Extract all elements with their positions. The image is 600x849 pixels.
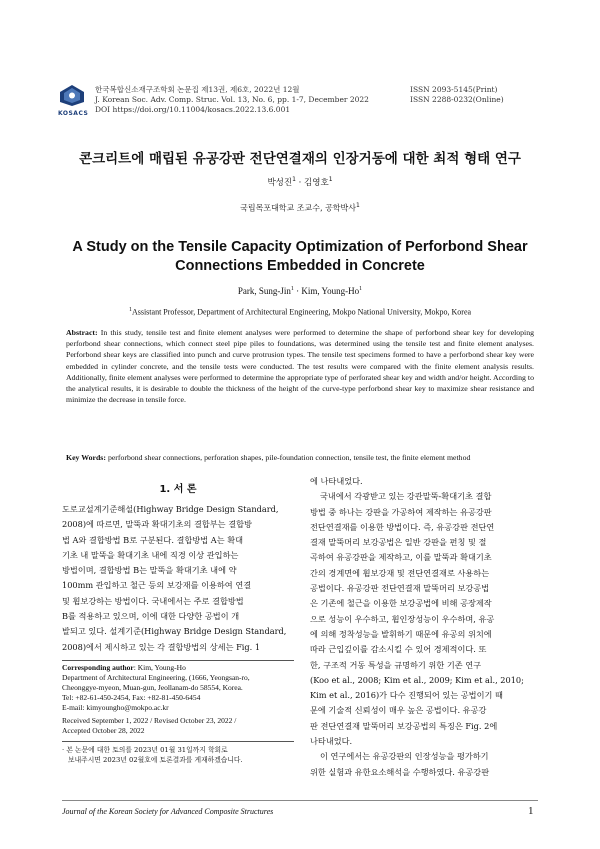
authors-en: Park, Sung-Jin$^1$ · Kim, Young-Ho$^1$	[237, 286, 363, 296]
body-line: (Koo et al., 2008; Kim et al., 2009; Kim et al., 2010;	[310, 674, 524, 685]
abstract-label: Abstract:	[66, 328, 98, 337]
discussion-note	[62, 745, 294, 765]
body-line: 곡하여 유공강판을 제작하고, 이를 말뚝과 확대기초	[310, 552, 492, 563]
issn-online: ISSN 2288-0232(Online)	[410, 95, 504, 104]
body-line: 간의 경계면에 휨보강재 및 전단연결재로 사용하는	[310, 567, 490, 578]
right-column-text	[310, 474, 538, 780]
corresponding-author	[62, 663, 294, 713]
body-line: 결재 말뚝머리 보강공법은 일반 강판을 펀칭 및 절	[310, 537, 487, 548]
body-line: 판 전단연결재 말뚝머리 보강공법의 특징은 Fig. 2에	[310, 720, 498, 731]
paper-title-en	[0, 238, 600, 276]
body-line: 은 기존에 철근을 이용한 보강공법에 비해 공장제작	[310, 598, 492, 609]
corr-phone: Tel: +82-61-450-2454, Fax: +82-81-450-6454	[62, 693, 201, 702]
logo-label: KOSACS	[58, 110, 89, 117]
corr-address-1: Department of Architectural Engineering, (1666, Yeongsan-ro,	[62, 673, 250, 682]
body-line: 100mm 관입하고 철근 등의 보강재를 이용하여 연결	[62, 580, 252, 591]
body-line: 따라 근입깊이를 감소시킬 수 있어 경제적이다. 또	[310, 644, 487, 655]
body-line: 으로 성능이 우수하고, 휨인장성능이 우수하며, 유공	[310, 613, 495, 624]
body-line: B를 적용하고 있으며, 이에 대한 다양한 공법이 개	[62, 611, 240, 622]
received-line1: Received September 1, 2022 / Revised October 23, 2022 /	[62, 716, 237, 725]
body-line: 한, 구조적 거동 특성을 규명하기 위한 기존 연구	[310, 659, 482, 670]
keywords-label: Key Words:	[66, 453, 106, 462]
body-line: 문에 기술적 신뢰성이 매우 높은 공법이다. 유공강	[310, 705, 487, 716]
body-line: 방법이며, 결합방법 B는 말뚝을 확대기초 내에 약	[62, 565, 237, 576]
section-heading: 1. 서 론	[159, 484, 197, 495]
body-line: 국내에서 각광받고 있는 강관말뚝-확대기초 결합	[320, 491, 492, 502]
kosacs-logo-icon	[58, 84, 86, 106]
doi-link[interactable]: DOI https://doi.org/10.11004/kosacs.2022.13.6.001	[95, 105, 291, 114]
body-line: 발되고 있다. 설계기준(Highway Bridge Design Standard,	[62, 626, 287, 637]
body-line: 법 A와 결합방법 B로 구분된다. 결합방법 A는 확대	[62, 534, 244, 545]
abstract	[66, 327, 534, 405]
body-line: 에 의해 정착성능을 발휘하기 때문에 유공의 위치에	[310, 628, 492, 639]
footer-rule	[62, 800, 538, 801]
body-line: 기초 내 말뚝을 확대기초 내에 직경 이상 관입하는	[62, 549, 239, 560]
footnote-divider	[62, 660, 294, 661]
body-line: 공법이다. 유공강판 전단연결재 말뚝머리 보강공법	[310, 583, 490, 594]
keywords	[66, 452, 534, 463]
body-line: 및 휨보강하는 방법이다. 국내에서는 주로 결합방법	[62, 595, 244, 606]
body-line: 전단연결재를 이용한 방법이다. 즉, 유공강판 전단연	[310, 521, 495, 532]
issn-print: ISSN 2093-5145(Print)	[410, 85, 498, 94]
corr-email[interactable]: E-mail: kimyoungho@mokpo.ac.kr	[62, 703, 169, 712]
authors-kr: 박성진$^1$ · 김영호$^1$	[267, 176, 333, 188]
body-line: 도로교설계기준해설(Highway Bridge Design Standard,	[62, 504, 279, 514]
body-line: 위한 실험과 유한요소해석을 수행하였다. 유공강판	[310, 766, 490, 777]
received-line2: Accepted October 28, 2022	[62, 726, 145, 735]
journal-name-en: J. Korean Soc. Adv. Comp. Struc. Vol. 13, No. 6, pp. 1-7, December 2022	[95, 95, 369, 104]
footer-journal: Journal of the Korean Society for Advanced Composite Structures	[62, 807, 274, 816]
abstract-text: In this study, tensile test and finite element analyses were performed to determine the shape of perforbond shear key for developing perforbond shear connections, which connect steel pipe piles to foundations, was determined using the tensile test and finite element analyses. Perforbond shear keys are classified into punch and curve protrusion types. The tensile test specimens formed to have a perforbond shear key were embedded in cylinder concrete, and the tensile tests were conducted. The test results were compared with the finite element analysis results. Additionally, finite element analyses were performed to determine the appropriate type of perforated shear key and width and/or height. According to the analytical results, it is desirable to double the thickness of the height of the curve-type perforbond shear key to maximize shear resistance and minimize the decrease in tensile force.	[66, 328, 534, 405]
left-column-text	[62, 502, 294, 655]
issn-block	[410, 85, 504, 105]
journal-header	[95, 85, 369, 115]
page-number: 1	[528, 805, 534, 817]
affiliation-en: $^1$Assistant Professor, Department of Architectural Engineering, Mokpo National University, Mokpo, Korea	[128, 307, 472, 317]
corr-label: Corresponding author	[62, 663, 134, 672]
body-line: 2008)에 따르면, 말뚝과 확대기초의 결합부는 결합방	[62, 519, 252, 530]
keywords-text: perforbond shear connections, perforation shapes, pile-foundation connection, tensile test, the finite element method	[107, 453, 471, 462]
received-dates	[62, 716, 294, 736]
paper-title-kr: 콘크리트에 매립된 유공강판 전단연결재의 인장거동에 대한 최적 형태 연구	[79, 151, 521, 167]
corr-name: : Kim, Young-Ho	[133, 663, 186, 672]
affiliation-kr: 국립목포대학교 조교수, 공학박사$^1$	[240, 202, 360, 213]
corr-address-2: Cheonggye-myeon, Muan-gun, Jeollanam-do 58554, Korea.	[62, 683, 243, 692]
journal-name-kr: 한국복합신소재구조학회 논문집 제13권, 제6호, 2022년 12월	[95, 85, 300, 94]
note-line1: · 본 논문에 대한 토의를 2023년 01월 31일까지 학회로	[62, 746, 228, 754]
note-divider	[62, 741, 294, 742]
journal-logo	[58, 84, 89, 117]
title-en-line1: A Study on the Tensile Capacity Optimization of Perforbond Shear	[72, 239, 528, 255]
body-line: 방법 중 하나는 강판을 가공하여 제작하는 유공강판	[310, 506, 492, 517]
title-en-line2: Connections Embedded in Concrete	[175, 258, 425, 274]
note-line2: 보내주시면 2023년 02월호에 토론결과를 게재하겠습니다.	[68, 756, 243, 764]
body-line: Kim et al., 2016)가 다수 진행되어 있는 공법이기 때	[310, 690, 503, 701]
body-line: 에 나타내었다.	[310, 476, 363, 486]
body-line: 이 연구에서는 유공강판의 인장성능을 평가하기	[320, 751, 489, 762]
body-line: 나타내었다.	[310, 736, 353, 747]
body-line: 2008)에서 제시하고 있는 각 결합방법의 상세는 Fig. 1	[62, 641, 261, 652]
